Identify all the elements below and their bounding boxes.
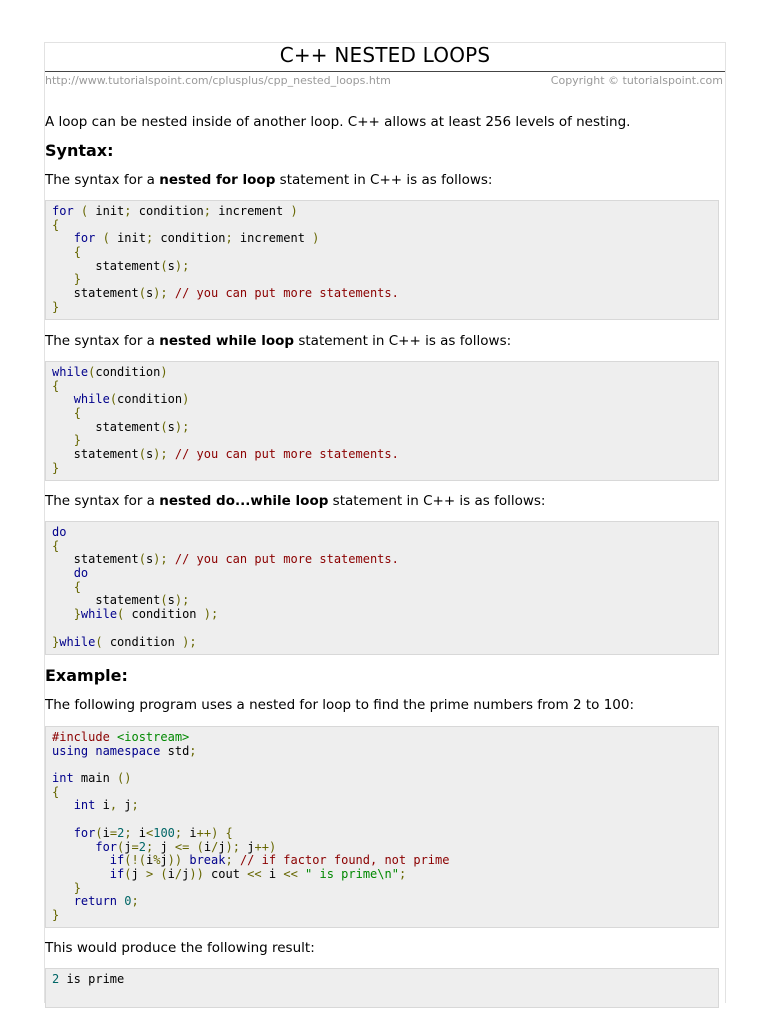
code-line: }while( condition ); [52, 634, 197, 649]
code-line: int main () [52, 771, 132, 786]
code-line: #include <iostream> [52, 730, 190, 744]
code-line: do [73, 566, 89, 581]
title-rule [45, 71, 725, 72]
code-line: return 0; [73, 894, 139, 909]
code-line: for ( init; condition; increment ) [73, 231, 320, 246]
code-line: statement(s); [52, 593, 190, 608]
code-line: } [52, 460, 60, 475]
source-url[interactable]: http://www.tutorialspoint.com/cplusplus/cpp_nested_loops.htm [45, 74, 391, 87]
for-syntax-paragraph: The syntax for a nested for loop statement in C++ is as follows: [45, 172, 493, 188]
code-line: { [52, 378, 60, 393]
code-line: { [73, 245, 81, 260]
code-line: } [73, 272, 81, 287]
dowhile-syntax-code [45, 521, 719, 655]
code-line [52, 622, 718, 636]
code-line: } [73, 880, 81, 895]
code-line: for(i=2; i<100; i++) { [73, 825, 233, 840]
code-line: } [52, 907, 60, 922]
code-line: if(j > (i/j)) cout << i << " is prime\n"; [109, 866, 407, 881]
code-line: statement(s); // you can put more statements. [52, 552, 399, 567]
code-line: for(j=2; j <= (i/j); j++) [95, 839, 277, 854]
code-line [52, 813, 718, 827]
code-line: statement(s); // you can put more statements. [52, 447, 399, 462]
document-page [44, 42, 726, 1003]
code-line: } [73, 433, 81, 448]
code-line: 2 is prime [52, 972, 125, 986]
example-paragraph: The following program uses a nested for loop to find the prime numbers from 2 to 100: [45, 697, 635, 713]
code-line: for ( init; condition; increment ) [52, 204, 298, 218]
intro-paragraph: A loop can be nested inside of another loop. C++ allows at least 256 levels of nesting. [45, 114, 631, 130]
code-line: } [52, 299, 60, 314]
code-line: if(!(i%j)) break; // if factor found, not prime [109, 853, 450, 868]
code-line [52, 758, 718, 772]
code-line: { [73, 579, 81, 594]
code-line: do [52, 525, 67, 539]
while-syntax-paragraph: The syntax for a nested while loop statement in C++ is as follows: [45, 333, 512, 349]
code-line: int i, j; [73, 798, 139, 813]
code-line: using namespace std; [52, 743, 197, 758]
code-line: { [73, 406, 81, 421]
code-line: statement(s); [52, 419, 190, 434]
result-output [45, 968, 719, 1008]
code-line: }while( condition ); [73, 607, 219, 622]
dowhile-syntax-paragraph: The syntax for a nested do...while loop statement in C++ is as follows: [45, 493, 546, 509]
code-line: { [52, 538, 60, 553]
example-code [45, 726, 719, 928]
code-line: { [52, 784, 60, 799]
code-line: while(condition) [52, 365, 168, 379]
for-syntax-code [45, 200, 719, 320]
while-syntax-code [45, 361, 719, 481]
code-line: statement(s); [52, 258, 190, 273]
example-heading: Example: [45, 666, 128, 685]
result-paragraph: This would produce the following result: [45, 940, 315, 956]
code-line: { [52, 217, 60, 232]
page-title: C++ NESTED LOOPS [279, 43, 491, 67]
code-line: while(condition) [73, 392, 190, 407]
code-line: statement(s); // you can put more statements. [52, 286, 399, 301]
copyright-notice: Copyright © tutorialspoint.com [550, 74, 723, 87]
syntax-heading: Syntax: [45, 141, 114, 160]
